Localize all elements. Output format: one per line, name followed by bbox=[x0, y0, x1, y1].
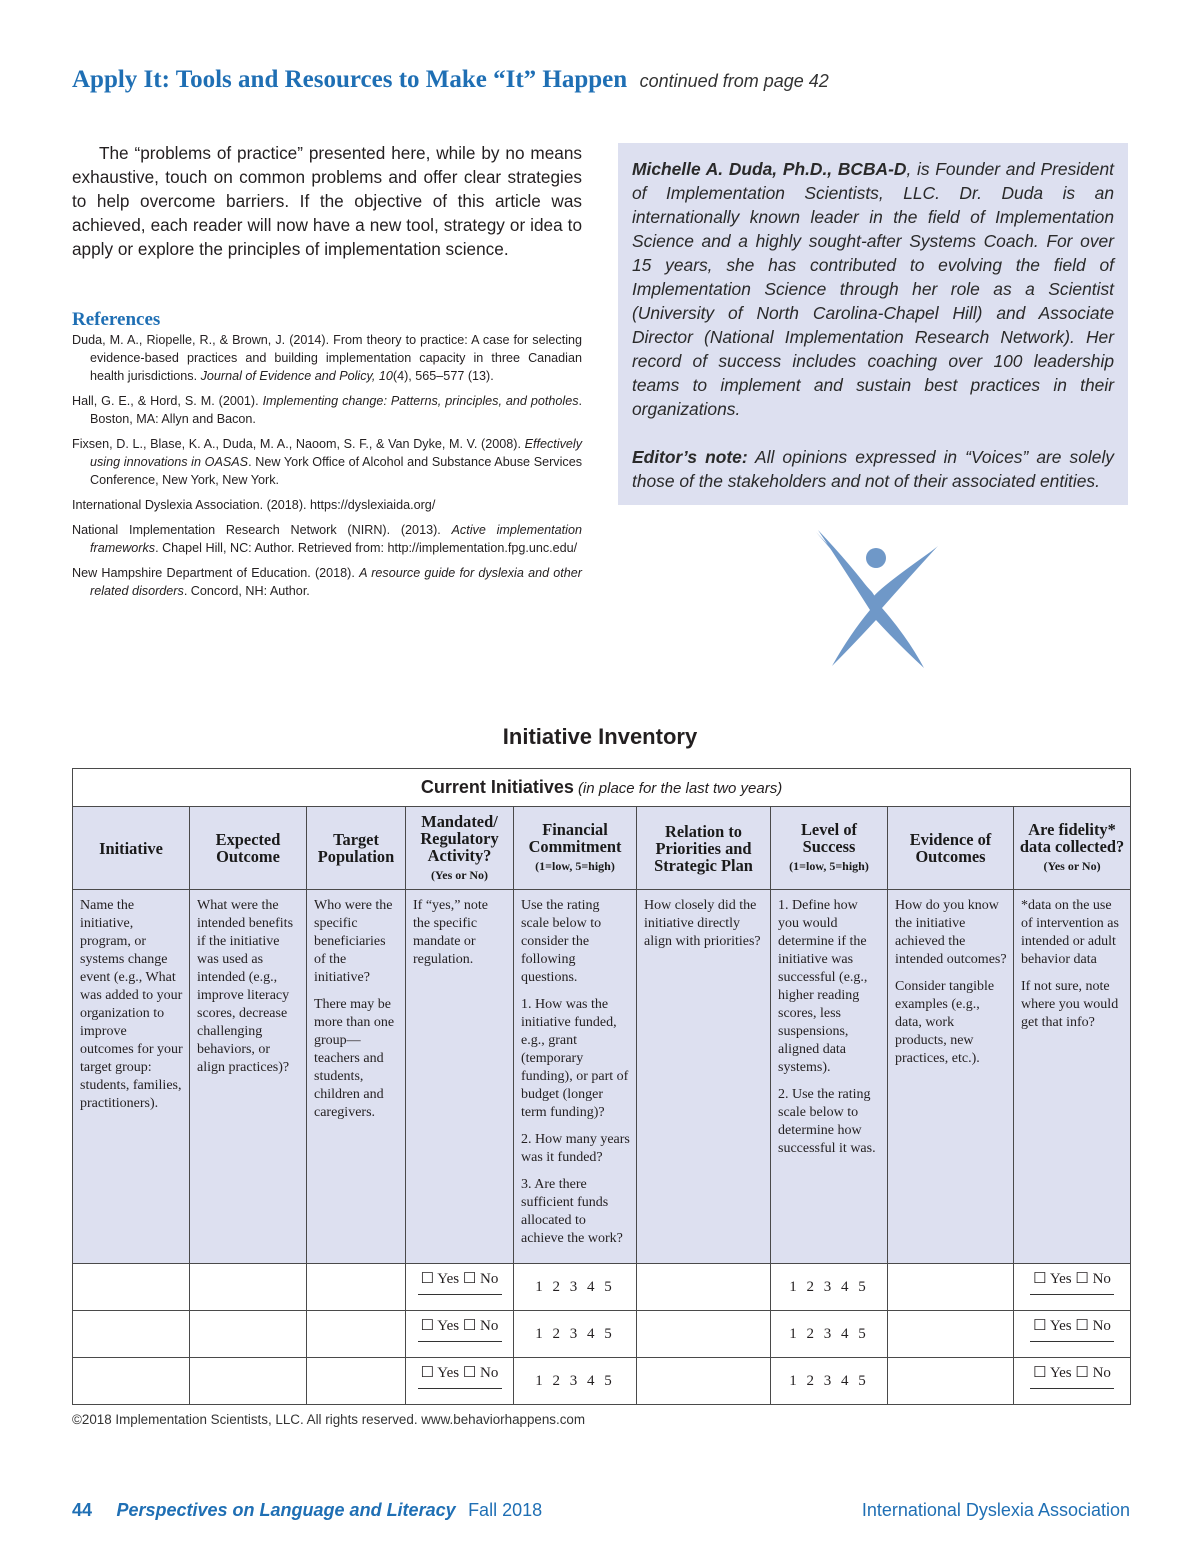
reference-text: (4), 565–577 (13). bbox=[392, 369, 494, 383]
column-description bbox=[307, 890, 406, 1264]
description-text: Consider tangible examples (e.g., data, work products, new practices, etc.). bbox=[895, 979, 995, 1066]
blank-entry-cell[interactable] bbox=[637, 1311, 771, 1358]
references-list bbox=[72, 331, 582, 607]
blank-entry-cell[interactable] bbox=[307, 1264, 406, 1311]
column-description bbox=[190, 890, 307, 1264]
column-header bbox=[637, 807, 771, 890]
description-text: 1. Define how you would determine if the initiative was successful (e.g., higher reading scores, less suspensions, aligned data systems). bbox=[778, 898, 868, 1075]
rating-options[interactable]: 1 2 3 4 5 bbox=[789, 1326, 869, 1342]
description-text: Name the initiative, program, or systems change event (e.g., What was added to your organization to improve outcomes for your target group: students, families, practitioners). bbox=[80, 898, 183, 1111]
yes-no-checkboxes[interactable]: ☐ Yes ☐ No bbox=[1033, 1365, 1111, 1381]
column-header bbox=[514, 807, 637, 890]
figure-x-logo-icon bbox=[812, 526, 942, 671]
reference-title: A resource guide for dyslexia and other related disorders bbox=[90, 566, 583, 598]
reference-text: Fixsen, D. L., Blase, K. A., Duda, M. A., Naoom, S. F., & Van Dyke, M. V. (2008). bbox=[72, 437, 525, 451]
reference-item bbox=[72, 496, 582, 514]
entry-row bbox=[73, 1311, 1131, 1358]
yes-no-field[interactable] bbox=[406, 1264, 514, 1311]
editor-note bbox=[632, 445, 1114, 493]
description-text: *data on the use of intervention as intended or adult behavior data bbox=[1021, 898, 1119, 967]
author-name: Michelle A. Duda, Ph.D., BCBA-D bbox=[632, 159, 907, 179]
blank-entry-cell[interactable] bbox=[637, 1264, 771, 1311]
rating-options[interactable]: 1 2 3 4 5 bbox=[535, 1373, 615, 1389]
blank-entry-cell[interactable] bbox=[307, 1311, 406, 1358]
blank-entry-cell[interactable] bbox=[637, 1358, 771, 1405]
entry-row bbox=[73, 1264, 1131, 1311]
column-header bbox=[1014, 807, 1131, 890]
yes-no-checkboxes[interactable]: ☐ Yes ☐ No bbox=[420, 1271, 499, 1287]
column-title: Relation to Priorities and Strategic Plan bbox=[654, 821, 753, 875]
yes-no-checkboxes[interactable]: ☐ Yes ☐ No bbox=[420, 1318, 499, 1334]
column-title: Target Population bbox=[317, 830, 395, 866]
page-header bbox=[72, 66, 1132, 94]
column-subtitle: (Yes or No) bbox=[430, 867, 489, 882]
column-description bbox=[406, 890, 514, 1264]
blank-entry-cell[interactable] bbox=[307, 1358, 406, 1405]
column-title: Level of Success bbox=[801, 820, 857, 856]
current-initiatives-row bbox=[73, 769, 1131, 807]
blank-entry-cell[interactable] bbox=[888, 1311, 1014, 1358]
column-header bbox=[888, 807, 1014, 890]
reference-text: International Dyslexia Association. (2018). https://dyslexiaida.org/ bbox=[72, 498, 436, 512]
blank-entry-cell[interactable] bbox=[73, 1311, 190, 1358]
column-header bbox=[406, 807, 514, 890]
write-in-line[interactable] bbox=[418, 1340, 502, 1342]
description-text: 1. How was the initiative funded, e.g., grant (temporary funding), or part of budget (longer term funding)? bbox=[521, 997, 629, 1120]
rating-scale[interactable] bbox=[771, 1311, 888, 1358]
blank-entry-cell[interactable] bbox=[190, 1311, 307, 1358]
rating-scale[interactable] bbox=[514, 1311, 637, 1358]
page-footer bbox=[72, 1500, 1130, 1524]
rating-scale[interactable] bbox=[514, 1358, 637, 1405]
section-title: Apply It: Tools and Resources to Make “It” Happen bbox=[72, 66, 628, 93]
reference-item bbox=[72, 521, 582, 557]
column-header bbox=[190, 807, 307, 890]
yes-no-field[interactable] bbox=[406, 1358, 514, 1405]
description-text: 2. Use the rating scale below to determine how successful it was. bbox=[778, 1087, 876, 1156]
description-text: How do you know the initiative achieved the intended outcomes? bbox=[895, 898, 1007, 967]
reference-text: Duda, M. A., Riopelle, R., & Brown, J. (2014). From theory to practice: A case for selecting evidence-based practices and building implementation capacity in three Canadian health jurisdictions. bbox=[72, 333, 582, 383]
current-initiatives-sub: (in place for the last two years) bbox=[577, 780, 783, 797]
rating-options[interactable]: 1 2 3 4 5 bbox=[789, 1373, 869, 1389]
blank-entry-cell[interactable] bbox=[888, 1358, 1014, 1405]
column-header bbox=[771, 807, 888, 890]
editor-note-label: Editor’s note: bbox=[632, 447, 748, 467]
blank-entry-cell[interactable] bbox=[190, 1264, 307, 1311]
yes-no-checkboxes[interactable]: ☐ Yes ☐ No bbox=[1033, 1271, 1111, 1287]
entry-row bbox=[73, 1358, 1131, 1405]
description-text: If not sure, note where you would get that info? bbox=[1021, 979, 1119, 1030]
intro-paragraph: The “problems of practice” presented here, while by no means exhaustive, touch on common problems and offer clear strategies to help overcome barriers. If the objective of this article was achieved, each reader will now have a new tool, strategy or idea to apply or explore the principles of implementation science. bbox=[72, 143, 582, 259]
reference-text: . Concord, NH: Author. bbox=[183, 584, 310, 598]
column-description bbox=[888, 890, 1014, 1264]
reference-text: National Implementation Research Network (NIRN). (2013). bbox=[72, 523, 452, 537]
write-in-line[interactable] bbox=[1030, 1387, 1114, 1389]
issue-season: Fall 2018 bbox=[468, 1500, 543, 1520]
column-title: Evidence of Outcomes bbox=[909, 830, 992, 866]
page-number: 44 bbox=[72, 1500, 93, 1520]
reference-item bbox=[72, 564, 582, 600]
column-header bbox=[307, 807, 406, 890]
description-text: What were the intended benefits if the initiative was used as intended (e.g., improve literacy scores, decrease challenging behaviors, or align practices)? bbox=[197, 898, 294, 1075]
author-bio-box bbox=[618, 143, 1128, 505]
reference-text: . Boston, MA: Allyn and Bacon. bbox=[90, 394, 582, 426]
inventory-title: Initiative Inventory bbox=[502, 724, 698, 749]
column-title: Financial Commitment bbox=[528, 820, 622, 856]
editor-note-text: All opinions expressed in “Voices” are solely those of the stakeholders and not of their associated entities. bbox=[632, 447, 1114, 491]
column-description bbox=[73, 890, 190, 1264]
rating-scale[interactable] bbox=[771, 1358, 888, 1405]
reference-item bbox=[72, 435, 582, 489]
description-text: 3. Are there sufficient funds allocated to achieve the work? bbox=[521, 1177, 623, 1246]
description-text: Use the rating scale below to consider the following questions. bbox=[521, 898, 602, 985]
author-bio-text: , is Founder and President of Implementation Scientists, LLC. Dr. Duda is an internationally known leader in the field of Implementation Science and a highly sought-after Systems Coach. For over 15 years, she has contributed to evolving the field of Implementation Science through her role as a Scientist (University of North Carolina-Chapel Hill) and Associate Director (National Implementation Research Network). Her record of success includes coaching over 100 leadership teams to implement and sustain best practices in their organizations. bbox=[632, 159, 1114, 419]
blank-entry-cell[interactable] bbox=[73, 1358, 190, 1405]
yes-no-field[interactable] bbox=[1014, 1264, 1131, 1311]
reference-title: Effectively using innovations in OASAS bbox=[90, 437, 582, 469]
description-row bbox=[73, 890, 1131, 1264]
column-description bbox=[637, 890, 771, 1264]
current-initiatives-label: Current Initiatives bbox=[420, 777, 574, 797]
column-header bbox=[73, 807, 190, 890]
organization-name: International Dyslexia Association bbox=[861, 1500, 1130, 1520]
write-in-line[interactable] bbox=[1030, 1293, 1114, 1295]
reference-text: . Chapel Hill, NC: Author. Retrieved from: http://implementation.fpg.unc.edu/ bbox=[155, 541, 578, 555]
reference-text: . New York Office of Alcohol and Substance Abuse Services Conference, New York, New York. bbox=[90, 455, 582, 487]
reference-title: Active implementation frameworks bbox=[90, 523, 582, 555]
column-header-row bbox=[73, 807, 1131, 890]
rating-scale[interactable] bbox=[771, 1264, 888, 1311]
rating-scale[interactable] bbox=[514, 1264, 637, 1311]
column-title: Are fidelity* data collected? bbox=[1019, 820, 1125, 856]
write-in-line[interactable] bbox=[418, 1387, 502, 1389]
reference-title: Implementing change: Patterns, principles, and potholes bbox=[262, 394, 579, 408]
column-title: Mandated/ Regulatory Activity? bbox=[420, 811, 499, 865]
yes-no-checkboxes[interactable]: ☐ Yes ☐ No bbox=[420, 1365, 499, 1381]
rating-options[interactable]: 1 2 3 4 5 bbox=[535, 1326, 615, 1342]
write-in-line[interactable] bbox=[1030, 1340, 1114, 1342]
write-in-line[interactable] bbox=[418, 1293, 502, 1295]
rating-options[interactable]: 1 2 3 4 5 bbox=[535, 1279, 615, 1295]
continued-note: continued from page 42 bbox=[639, 71, 829, 91]
description-text: There may be more than one group—teachers and students, children and caregivers. bbox=[314, 997, 395, 1120]
column-title: Expected Outcome bbox=[215, 830, 281, 866]
reference-item bbox=[72, 392, 582, 428]
reference-item bbox=[72, 331, 582, 385]
current-initiatives-header bbox=[73, 769, 1131, 807]
description-text: If “yes,” note the specific mandate or regulation. bbox=[413, 898, 489, 967]
copyright: ©2018 Implementation Scientists, LLC. All rights reserved. www.behaviorhappens.com bbox=[72, 1412, 586, 1427]
blank-entry-cell[interactable] bbox=[190, 1358, 307, 1405]
publication-name: Perspectives on Language and Literacy bbox=[116, 1500, 456, 1520]
column-subtitle: (1=low, 5=high) bbox=[535, 859, 615, 873]
reference-text: Hall, G. E., & Hord, S. M. (2001). bbox=[72, 394, 263, 408]
initiative-inventory-table bbox=[72, 768, 1131, 1405]
yes-no-field[interactable] bbox=[406, 1311, 514, 1358]
description-text: How closely did the initiative directly align with priorities? bbox=[644, 898, 761, 949]
blank-entry-cell[interactable] bbox=[888, 1264, 1014, 1311]
logo-head bbox=[866, 548, 886, 568]
description-text: Who were the specific beneficiaries of the initiative? bbox=[314, 898, 393, 985]
author-bio bbox=[632, 157, 1114, 421]
references-heading: References bbox=[72, 309, 161, 330]
column-subtitle: (Yes or No) bbox=[1043, 859, 1101, 873]
yes-no-field[interactable] bbox=[1014, 1358, 1131, 1405]
yes-no-field[interactable] bbox=[1014, 1311, 1131, 1358]
yes-no-checkboxes[interactable]: ☐ Yes ☐ No bbox=[1033, 1318, 1111, 1334]
rating-options[interactable]: 1 2 3 4 5 bbox=[789, 1279, 869, 1295]
column-subtitle: (1=low, 5=high) bbox=[789, 859, 869, 873]
column-title: Initiative bbox=[99, 838, 163, 858]
column-description bbox=[771, 890, 888, 1264]
blank-entry-cell[interactable] bbox=[73, 1264, 190, 1311]
column-description bbox=[1014, 890, 1131, 1264]
description-text: 2. How many years was it funded? bbox=[521, 1132, 630, 1165]
reference-title: Journal of Evidence and Policy, 10 bbox=[200, 369, 393, 383]
column-description bbox=[514, 890, 637, 1264]
reference-text: New Hampshire Department of Education. (2018). bbox=[72, 566, 360, 580]
